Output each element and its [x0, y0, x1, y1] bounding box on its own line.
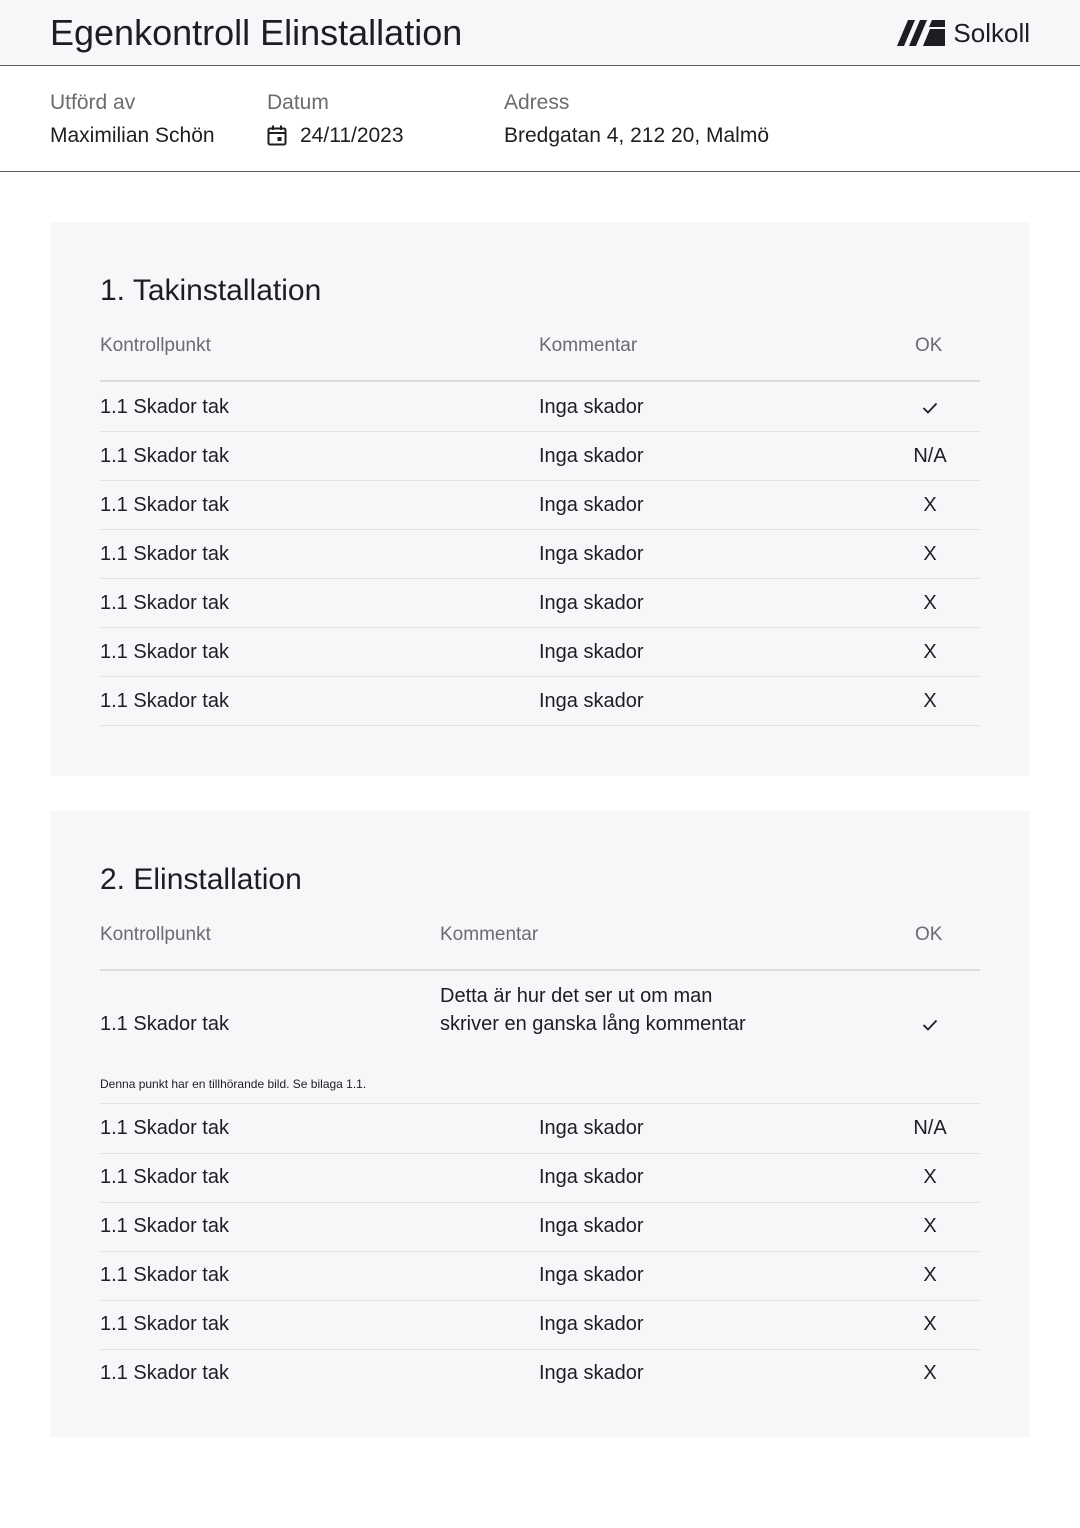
column-header-ok: OK	[915, 924, 943, 945]
row-status: N/A	[913, 1117, 947, 1139]
row-comment: Inga skador	[539, 690, 644, 712]
row-comment: Detta är hur det ser ut om man skriver en ganska lång kommentar	[440, 985, 746, 1035]
row-item: 1.1 Skador tak	[100, 445, 229, 467]
date-value: 24/11/2023	[300, 124, 404, 147]
performed-by-label: Utförd av	[50, 91, 136, 114]
row-item: 1.1 Skador tak	[100, 396, 229, 418]
row-comment: Inga skador	[539, 445, 644, 467]
table-row	[100, 1153, 980, 1203]
row-status: X	[923, 543, 937, 565]
row-status: X	[923, 1264, 937, 1286]
row-comment: Inga skador	[539, 543, 644, 565]
table-row	[100, 627, 980, 677]
row-comment: Inga skador	[539, 396, 644, 418]
table-row	[100, 676, 980, 726]
row-comment: Inga skador	[539, 1215, 644, 1237]
row-status: X	[923, 1166, 937, 1188]
row-item: 1.1 Skador tak	[100, 1264, 229, 1286]
row-status: X	[923, 1362, 937, 1384]
row-item: 1.1 Skador tak	[100, 1117, 229, 1139]
column-header-comment: Kommentar	[440, 924, 539, 945]
table-row	[100, 1251, 980, 1301]
row-status: X	[923, 1215, 937, 1237]
table-row	[100, 529, 980, 579]
row-status: X	[923, 690, 937, 712]
performed-by-block	[50, 90, 215, 149]
row-comment: Inga skador	[539, 1117, 644, 1139]
checkmark-icon	[900, 1012, 960, 1036]
document-title: Egenkontroll Elinstallation	[50, 12, 463, 53]
row-status: X	[923, 1313, 937, 1335]
table-row	[100, 578, 980, 628]
table-row	[100, 1349, 980, 1398]
row-status: X	[923, 641, 937, 663]
address-value: Bredgatan 4, 212 20, Malmö	[504, 124, 770, 147]
row-comment: Inga skador	[539, 1166, 644, 1188]
section-elinstallation	[50, 811, 1030, 1437]
row-item: 1.1 Skador tak	[100, 592, 229, 614]
row-comment: Inga skador	[539, 1264, 644, 1286]
row-comment: Inga skador	[539, 592, 644, 614]
row-item: 1.1 Skador tak	[100, 1313, 229, 1335]
row-comment: Inga skador	[539, 1362, 644, 1384]
row-item: 1.1 Skador tak	[100, 1362, 229, 1384]
section-takinstallation	[50, 222, 1030, 776]
table-row	[100, 1202, 980, 1252]
checkmark-icon	[900, 395, 960, 419]
brand-name: Solkoll	[953, 17, 1030, 48]
table-row	[100, 971, 980, 1104]
row-comment: Inga skador	[539, 494, 644, 516]
table-row	[100, 480, 980, 530]
row-item: 1.1 Skador tak	[100, 641, 229, 663]
table-row	[100, 1104, 980, 1154]
row-item: 1.1 Skador tak	[100, 494, 229, 516]
row-status: X	[923, 592, 937, 614]
calendar-icon	[267, 125, 287, 147]
attachment-note: Denna punkt har en tillhörande bild. Se bilaga 1.1.	[100, 1077, 367, 1091]
row-status: X	[923, 494, 937, 516]
row-comment: Inga skador	[539, 1313, 644, 1335]
row-comment: Inga skador	[539, 641, 644, 663]
row-item: 1.1 Skador tak	[100, 690, 229, 712]
inspection-meta	[0, 66, 1080, 172]
table-row	[100, 382, 980, 432]
row-item: 1.1 Skador tak	[100, 1013, 229, 1035]
brand-logo	[897, 18, 1030, 48]
performed-by-value: Maximilian Schön	[50, 124, 215, 147]
page-header	[0, 0, 1080, 66]
date-label: Datum	[267, 91, 329, 114]
table-row	[100, 1300, 980, 1350]
table-row	[100, 431, 980, 481]
row-item: 1.1 Skador tak	[100, 1215, 229, 1237]
section-title: 1. Takinstallation	[100, 274, 322, 307]
column-header-ok: OK	[915, 335, 943, 356]
row-item: 1.1 Skador tak	[100, 1166, 229, 1188]
address-block	[504, 90, 769, 149]
date-block	[267, 90, 404, 149]
address-label: Adress	[504, 91, 570, 114]
solkoll-logo-icon	[897, 19, 947, 47]
column-header-comment: Kommentar	[539, 335, 638, 356]
row-status: N/A	[913, 445, 947, 467]
column-header-item: Kontrollpunkt	[100, 924, 211, 945]
section-title: 2. Elinstallation	[100, 863, 302, 896]
row-item: 1.1 Skador tak	[100, 543, 229, 565]
column-header-item: Kontrollpunkt	[100, 335, 211, 356]
